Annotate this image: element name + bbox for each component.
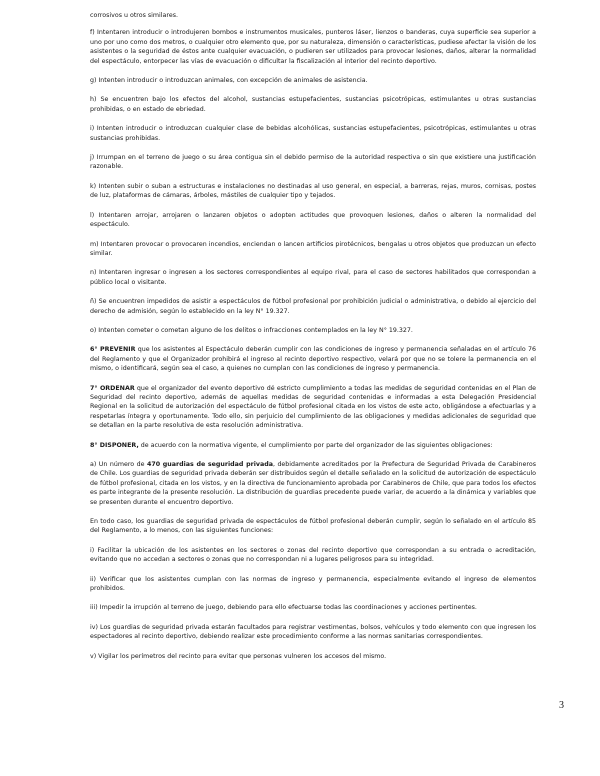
section-6-heading: 6° PREVENIR xyxy=(90,346,136,354)
section-8-heading: 8° DISPONER, xyxy=(90,441,139,449)
function-iv: iv) Los guardias de seguridad privada estarán facultados para registrar vestimentas, bolsos, vehículos y todo elemento con que ingresen los espectadores al recinto deportivo, debiendo realizar este procedimiento conforme a las normas sanitarias correspondientes. xyxy=(90,623,536,641)
section-8-item-a: a) Un número de 470 guardias de seguridad privada, debidamente acreditados por la Prefectura de Seguridad Privada de Carabineros de Chile. Los guardias de seguridad privada deberán ser distribuidos según el detalle señalado en la solicitud de autorización de espectáculo de fútbol profesional, citada en los vistos, y en la directiva de funcionamiento aprobada por Carabineros de Chile, que para todos los efectos es parte integrante de la presente resolución. La distribución de guardias precedente puede variar, de acuerdo a la dinámica y variables que se presenten durante el encuentro deportivo. xyxy=(90,461,537,506)
guard-count: 470 guardias de seguridad privada xyxy=(146,461,273,468)
section-6-prevenir: 6° PREVENIR que los asistentes al Espectáculo deberán cumplir con las condiciones de ingreso y permanencia señaladas en el artículo 76 del Reglamento y que el Organizador prohibirá el ingreso al recinto deportivo respectivo, velará por que no se tolere la permanencia en el mismo, o identificará, según sea el caso, a quienes no cumplan con las condiciones de ingreso y permanencia. xyxy=(90,346,537,373)
section-8-disponer: 8° DISPONER, de acuerdo con la normativa vigente, el cumplimiento por parte del organizador de las siguientes obligaciones: xyxy=(90,441,493,449)
section-7-ordenar: 7° ORDENAR que el organizador del evento deportivo dé estricto cumplimiento a todas las medidas de seguridad contenidas en el Plan de Seguridad del recinto deportivo, además de aquellas medidas de seguridad contenidas e informadas a esta Delegación Presidencial Regional en la solicitud de autorización del espectáculo de fútbol profesional citada en los vistos de este acto, obligándose a efectuarlas y a respetarlas íntegra y oportunamente. Todo ello, sin perjuicio del cumplimiento de las obligaciones y medidas adicionales de seguridad que se detallan en la parte resolutiva de esta resolución administrativa. xyxy=(90,384,536,430)
paragraph-item-n: n) Intentaren ingresar o ingresen a los sectores correspondientes al equipo rival, para el caso de sectores habilitados que correspondan a público local o visitante. xyxy=(90,269,536,286)
paragraph-item-f: f) Intentaren introducir o introdujeren bombos e instrumentos musicales, punteros láser, lienzos o banderas, cuya superficie sea superior a uno por uno como dos metros, o cualquier otro elemento que, por su naturaleza, dimensión o características, pudiese afectar la visión de los asistentes o la seguridad de éstos ante cualquier evacuación, o pudieren ser utilizados para provocar lesiones, daños, alterar la normalidad del espectáculo, entorpecer las vías de evacuación o dificultar la fiscalización al interior del recinto deportivo. xyxy=(90,29,536,65)
paragraph-item-k: k) Intenten subir o suban a estructuras e instalaciones no destinadas al uso general, en especial, a barreras, rejas, muros, cornisas, postes de luz, plataformas de cámaras, árboles, mástiles de cualquier tipo y tejados. xyxy=(90,182,536,200)
function-ii: ii) Verificar que los asistentes cumplan con las normas de ingreso y permanencia, especialmente evitando el ingreso de elementos prohibidos. xyxy=(90,575,536,593)
function-iii: iii) Impedir la irrupción al terreno de juego, debiendo para ello efectuarse todas las coordinaciones y acciones pertinentes. xyxy=(90,604,477,612)
paragraph-item-j: j) Irrumpan en el terreno de juego o su área contigua sin el debido permiso de la autoridad respectiva o sin que existiere una justificación razonable. xyxy=(90,154,536,171)
section-7-heading: 7° ORDENAR xyxy=(90,384,135,392)
section-8-functions-intro: En todo caso, los guardias de seguridad privada de espectáculos de fútbol profesional deberán cumplir, según lo señalado en el artículo 85 del Reglamento, a lo menos, con las siguientes funciones: xyxy=(90,518,536,535)
paragraph-item-m: m) Intentaren provocar o provocaren incendios, enciendan o lancen artificios pirotécnicos, bengalas u otros objetos que produzcan un efecto similar. xyxy=(90,240,536,257)
paragraph-item-l: l) Intentaren arrojar, arrojaren o lanzaren objetos o adopten actitudes que provoquen lesiones, daños o alteren la normalidad del espectáculo. xyxy=(90,211,536,229)
document-body xyxy=(90,11,536,671)
function-v: v) Vigilar los perímetros del recinto para evitar que personas vulneren los accesos del mismo. xyxy=(90,652,387,660)
page-number: 3 xyxy=(559,700,564,711)
paragraph-item-g: g) Intenten introducir o introduzcan animales, con excepción de animales de asistencia. xyxy=(90,77,368,85)
paragraph-item-o: o) Intenten cometer o cometan alguno de los delitos o infracciones contemplados en la ley N° 19.327. xyxy=(90,326,413,334)
function-i: i) Facilitar la ubicación de los asistentes en los sectores o zonas del recinto deportivo que correspondan a su entrada o acreditación, evitando que no accedan a sectores o zonas que no correspondan ni a lugares peligrosos para su integridad. xyxy=(90,546,536,564)
paragraph-item-h: h) Se encuentren bajo los efectos del alcohol, sustancias estupefacientes, sustancias psicotrópicas, estimulantes u otras sustancias prohibidas, o en estado de ebriedad. xyxy=(90,96,536,113)
paragraph-intro-tail: corrosivos u otros similares. xyxy=(90,12,179,19)
paragraph-item-enye: ñ) Se encuentren impedidos de asistir a espectáculos de fútbol profesional por prohibición judicial o administrativa, o debido al ejercicio del derecho de admisión, según lo establecido en la ley N° 19.327. xyxy=(90,298,536,315)
paragraph-item-i: i) Intenten introducir o introduzcan cualquier clase de bebidas alcohólicas, sustancias estupefacientes, psicotrópicas, estimulantes u otras sustancias prohibidas. xyxy=(90,125,536,142)
